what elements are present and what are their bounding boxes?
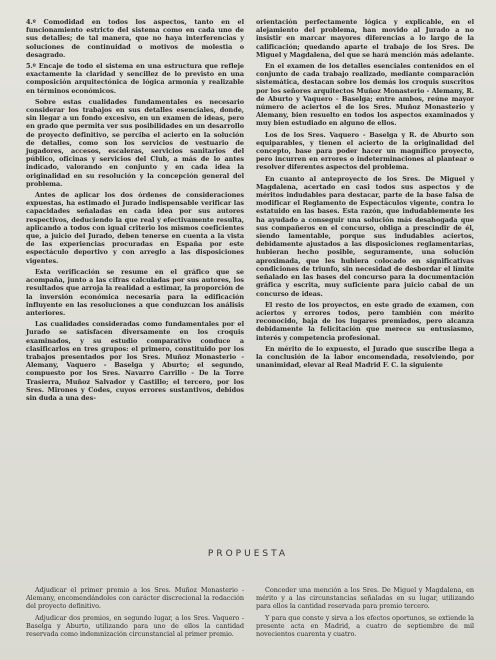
body-columns: [26, 18, 474, 546]
proposal-columns: [26, 586, 474, 641]
paragraph: Las cualidades consideradas como fundamentales por el Jurado se satisfacen diversamente en los croquis examinados, y su estudio comparativo conduce a clasificarlos en tres grupos: el primero, constituido por los trabajos presentados por los Sres. Muñoz Monasterio - Alemany, Vaquero - Baselga y Aburto; el segundo, compuesto por los Sres. Navarro Carrillo - De la Torre Trasierra, Muñoz Salvador y Castillo; el tercero, por los Sres. Mirones y Codes, cuyos errores sustantivos, debidos sin duda a una des-: [26, 320, 244, 402]
paragraph: Y para que conste y sirva a los efectos oportunos, se extiende la presente acta en Madrid, a cuatro de septiembre de mil novecientos cuarenta y cuatro.: [256, 613, 474, 639]
paragraph: El resto de los proyectos, en este grado de examen, con aciertos y errores todos, pero también con mérito reconocido, baja de los lugares premiados, pero alcanza debidamente la felicitación que merece su entusiasmo, interés y competencia profesional.: [256, 300, 474, 342]
paragraph: Antes de aplicar los dos órdenes de consideraciones expuestas, ha estimado el Jurado indispensable verificar las capacidades señaladas en cada idea por sus autores respectivos, deduciendo la que real y efectivamente resulta, aplicando a todos con igual criterio los mismos coeficientes que, a juicio del Jurado, deben tenerse en cuenta a la vista de las experiencias procuradas en España por este espectáculo deportivo y con arreglo a las disposiciones vigentes.: [26, 191, 244, 265]
proposal-left-column: [26, 586, 244, 641]
section-heading: PROPUESTA: [207, 549, 289, 559]
paragraph: En mérito de lo expuesto, el Jurado que suscribe llega a la conclusión de la labor encomendada, resolviendo, por unanimidad, elevar al Real Madrid F. C. la siguiente: [256, 344, 474, 370]
paragraph: Los de los Sres. Vaquero - Baselga y R. de Aburto son equiparables, y tienen el acierto de la originalidad del concepto, base para poder hacer un magnífico proyecto, pero incurren en errores o indeterminaciones al plantear o resolver diferentes aspectos del problema.: [256, 130, 474, 172]
paragraph: 4.º Comodidad en todos los aspectos, tanto en el funcionamiento estricto del sistema como en cada uno de sus detalles; de tal manera, que no haya interferencias y soluciones de continuidad o motivos de molestia o desagrado.: [26, 18, 244, 59]
paragraph: 5.º Encaje de todo el sistema en una estructura que refleje exactamente la claridad y sencillez de lo previsto en una composición arquitectónica de lógica armonía y realizable en términos económicos.: [26, 62, 244, 95]
paragraph: Adjudicar dos premios, en segundo lugar, a los Sres. Vaquero - Baselga y Aburto, utilizando para uno de ellos la cantidad reservada como indemnización circunstancial al primer premio.: [26, 613, 244, 639]
paragraph: Sobre estas cualidades fundamentales es necesario considerar los trabajos en sus detalles esenciales, donde, sin llegar a un fondo excesivo, en un examen de ideas, pero en grado que permita ver sus posibilidades en un desarrollo de proyecto definitivo, se perciba el acierto en la solución de detalles, como son los servicios de vestuario de jugadores, accesos, escaleras, servicios sanitarios del público, oficinas y servicios del Club, a más de lo antes indicado, valorando en conjunto y en cada idea la originalidad en su resolución y la concepción general del problema.: [26, 97, 244, 188]
paragraph: orientación perfectamente lógica y explicable, en el alejamiento del problema, han movido al Jurado a no insistir en marcar mayores diferencias a lo largo de la calificación; quedando aparte el trabajo de los Sres. De Miguel y Magdalena, del que se hará mención más adelante.: [256, 18, 474, 59]
paragraph: Esta verificación se resume en el gráfico que se acompaña, junto a las cifras calculadas por sus autores, los resultados que arroja la realidad a estimar, la proporción de la inversión económica necesaria para la edificación influyente en las resoluciones a que conduzcan los análisis anteriores.: [26, 267, 244, 317]
paragraph: Conceder una mención a los Sres. De Miguel y Magdalena, en mérito y a las circunstancias señaladas en su lugar, utilizando para ellos la cantidad reservada para premio tercero.: [256, 586, 474, 611]
right-column: [256, 18, 474, 546]
left-column: [26, 18, 244, 546]
paragraph: En cuanto al anteproyecto de los Sres. De Miguel y Magdalena, acertado en casi todos sus aspectos y de méritos indudables para destacar, parte de la base falsa de modificar el Reglamento de Espectáculos vigente, contra lo estatuido en las bases. Esta razón, que indudablemente les ha ayudado a conseguir una solución más desahogada que sus compañeros en el concurso, obliga a prescindir de él, siendo lamentable, porque sus indudables aciertos, debidamente ajustados a las disposiciones reglamentarias, hubieran hecho posible, seguramente, una solución aproximada, que les hubiera colocado en significativas condiciones de triunfo, sin necesidad de desbordar el límite señalado en las bases del concurso para la documentación gráfica y escrita, muy suficiente para juicio cabal de un concurso de ideas.: [256, 174, 474, 298]
paragraph: Adjudicar el primer premio a los Sres. Muñoz Monasterio - Alemany, encomendándoles con carácter discrecional la redacción del proyecto definitivo.: [26, 586, 244, 611]
proposal-right-column: [256, 586, 474, 641]
paragraph: En el examen de los detalles esenciales contenidos en el conjunto de cada trabajo realizado, mediante comparación sistemática, destacan sobre los demás los croquis suscritos por los señores arquitectos Muñoz Monasterio - Alemany, R. de Aburto y Vaquero - Baselga; entre ambos, reúne mayor número de aciertos el de los Sres. Muñoz Monasterio y Alemany, bien resuelto en todos los aspectos examinados y muy bien estudiado en alguno de ellos.: [256, 62, 474, 128]
